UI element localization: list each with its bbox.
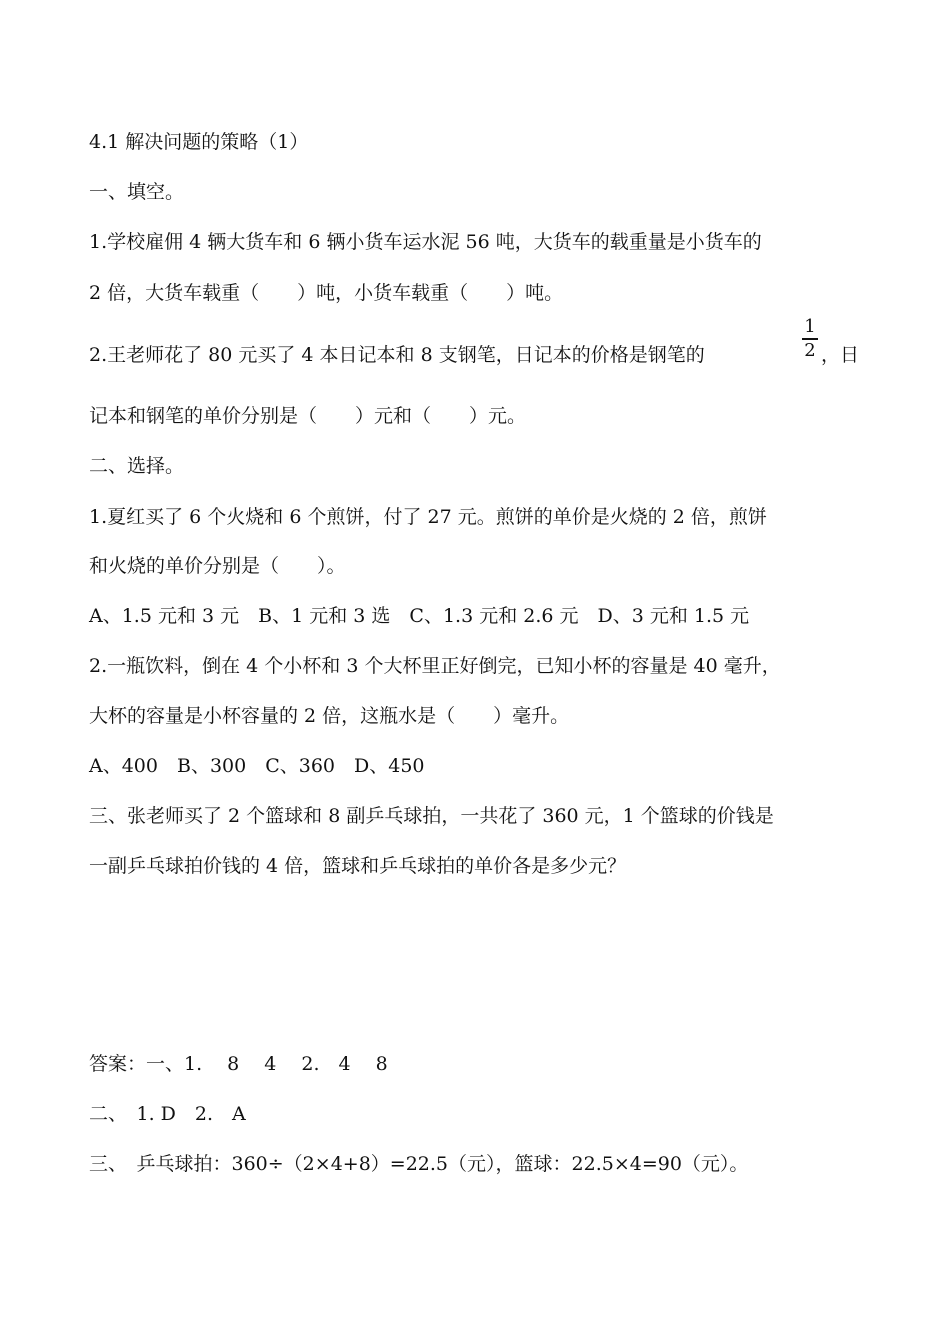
fraction-denominator: 2 — [804, 339, 816, 361]
fill-q2-line2: 记本和钢笔的单价分别是（ ）元和（ ）元。 — [89, 405, 527, 427]
section-choice-heading: 二、选择。 — [89, 455, 185, 477]
choice-q1-line1: 1.夏红买了 6 个火烧和 6 个煎饼，付了 27 元。煎饼的单价是火烧的 2 倍，煎饼 — [89, 506, 767, 528]
answers-line3: 三、 乒乓球拍：360÷（2×4+8）=22.5（元），篮球：22.5×4=90（元）。 — [89, 1153, 749, 1175]
fill-q1-line2: 2 倍，大货车载重（ ）吨，小货车载重（ ）吨。 — [89, 282, 564, 304]
problem-line2: 一副乒乓球拍价钱的 4 倍，篮球和乒乓球拍的单价各是多少元？ — [89, 855, 627, 877]
fill-q2-line1: 2.王老师花了 80 元买了 4 本日记本和 8 支钢笔，日记本的价格是钢笔的 — [89, 344, 705, 366]
choice-q2-line2: 大杯的容量是小杯容量的 2 倍，这瓶水是（ ）毫升。 — [89, 705, 570, 727]
problem-line1: 三、张老师买了 2 个篮球和 8 副乒乓球拍，一共花了 360 元，1 个篮球的价钱是 — [89, 805, 774, 827]
choice-q2-options: A、400 B、300 C、360 D、450 — [89, 755, 425, 777]
page-title: 4.1 解决问题的策略（1） — [89, 131, 309, 153]
fraction-numerator: 1 — [804, 316, 816, 337]
section-fill-heading: 一、填空。 — [89, 181, 185, 203]
fill-q1-line1: 1.学校雇佣 4 辆大货车和 6 辆小货车运水泥 56 吨，大货车的载重量是小货车的 — [89, 231, 762, 253]
answers-line1: 答案：一、1. 8 4 2. 4 8 — [89, 1053, 388, 1075]
choice-q2-line1: 2.一瓶饮料，倒在 4 个小杯和 3 个大杯里正好倒完，已知小杯的容量是 40 毫升， — [89, 655, 781, 677]
choice-q1-options: A、1.5 元和 3 元 B、1 元和 3 选 C、1.3 元和 2.6 元 D、3 元和 1.5 元 — [89, 605, 750, 627]
fill-q2-line1-end: ，日 — [821, 344, 860, 366]
fraction-one-half — [800, 317, 820, 361]
answers-line2: 二、 1. D 2. A — [89, 1103, 246, 1125]
choice-q1-line2: 和火烧的单价分别是（ ）。 — [89, 555, 346, 577]
